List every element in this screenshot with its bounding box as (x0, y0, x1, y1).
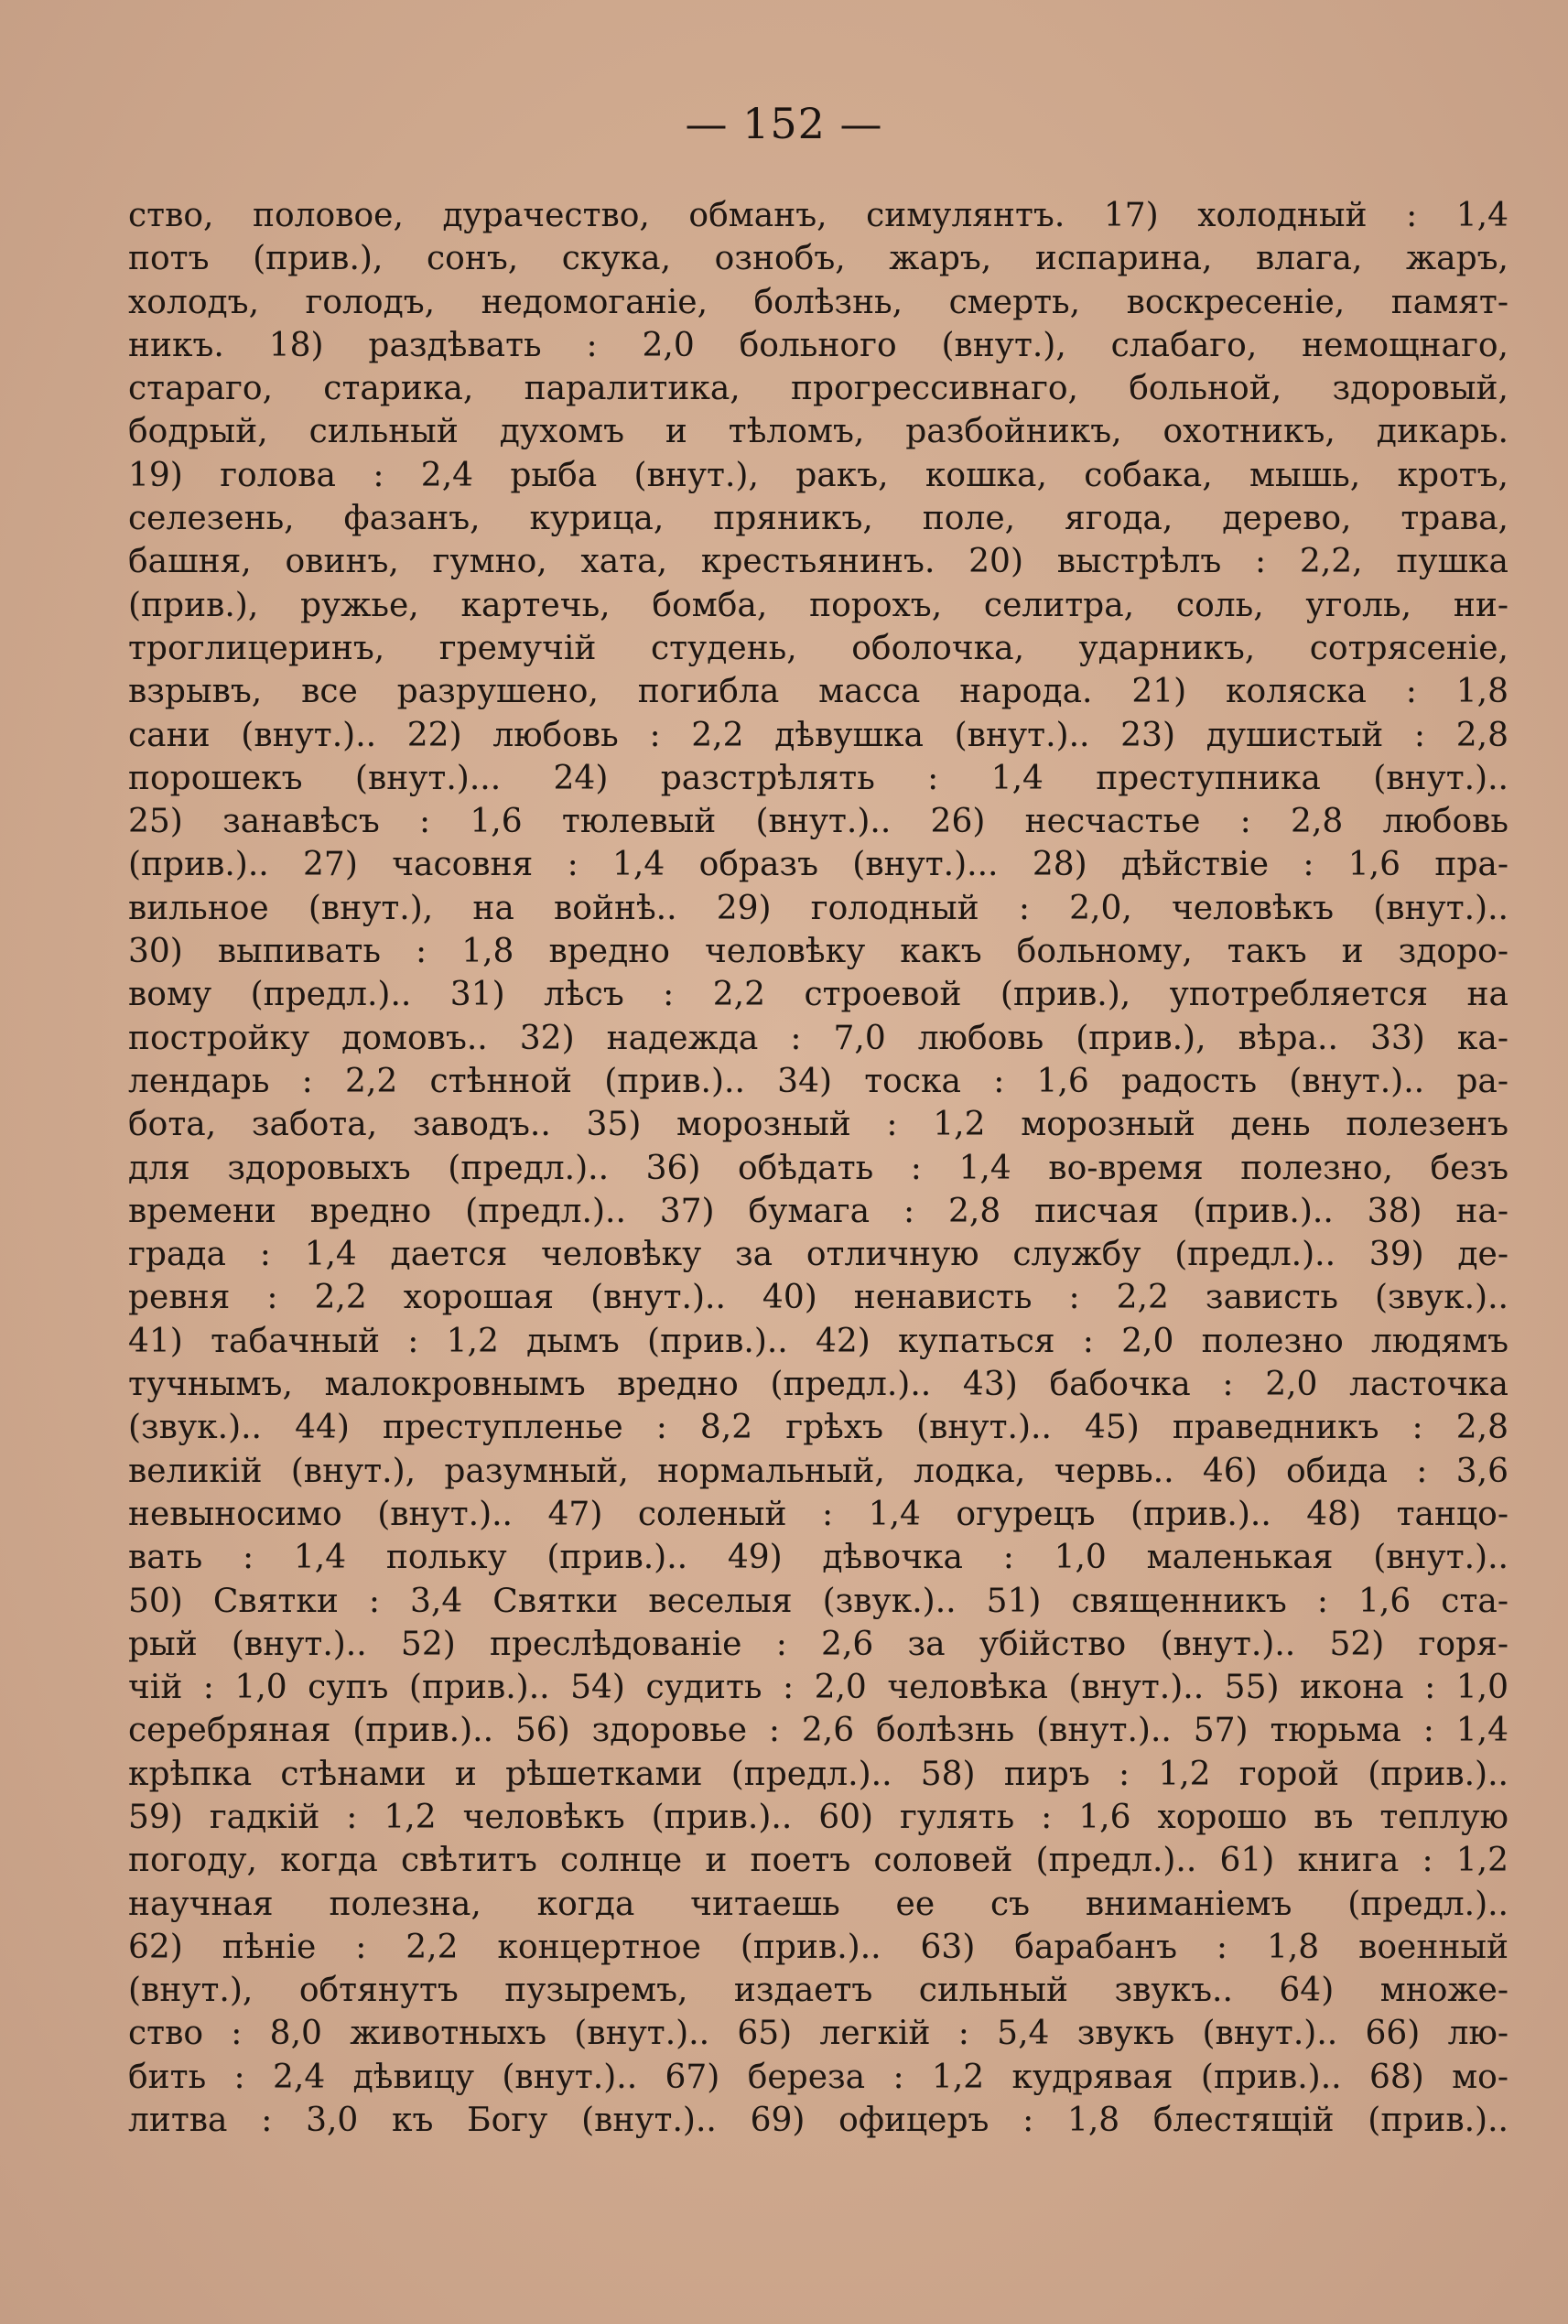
text-line: (внут.), обтянутъ пузыремъ, издаетъ сильный звукъ.. 64) множе- (128, 1972, 1509, 2010)
text-line: тучнымъ, малокровнымъ вредно (предл.).. 43) бабочка : 2,0 ласточка (128, 1366, 1509, 1404)
text-line: 25) занавѣсъ : 1,6 тюлевый (внут.).. 26) несчастье : 2,8 любовь (128, 803, 1509, 841)
body-text (128, 194, 1509, 2142)
text-line: рый (внут.).. 52) преслѣдованіе : 2,6 за убійство (внут.).. 52) горя- (128, 1625, 1509, 1663)
text-line: чій : 1,0 супъ (прив.).. 54) судить : 2,0 человѣка (внут.).. 55) икона : 1,0 (128, 1669, 1509, 1707)
text-line: 62) пѣніе : 2,2 концертное (прив.).. 63) барабанъ : 1,8 военный (128, 1928, 1509, 1966)
text-line: вому (предл.).. 31) лѣсъ : 2,2 строевой (прив.), употребляется на (128, 976, 1509, 1014)
text-line: бота, забота, заводъ.. 35) морозный : 1,2 морозный день полезенъ (128, 1106, 1509, 1144)
text-line: никъ. 18) раздѣвать : 2,0 больного (внут.), слабаго, немощнаго, (128, 326, 1509, 364)
text-line: (прив.).. 27) часовня : 1,4 образъ (внут.)... 28) дѣйствіе : 1,6 пра- (128, 846, 1509, 884)
text-line: лендарь : 2,2 стѣнной (прив.).. 34) тоска : 1,6 радость (внут.).. ра- (128, 1062, 1509, 1100)
text-line: сани (внут.).. 22) любовь : 2,2 дѣвушка (внут.).. 23) душистый : 2,8 (128, 716, 1509, 754)
text-line: ство, половое, дурачество, обманъ, симулянтъ. 17) холодный : 1,4 (128, 197, 1509, 234)
text-line: стараго, старика, паралитика, прогрессивнаго, больной, здоровый, (128, 370, 1509, 408)
text-line: башня, овинъ, гумно, хата, крестьянинъ. 20) выстрѣлъ : 2,2, пушка (128, 543, 1509, 581)
text-line: потъ (прив.), сонъ, скука, ознобъ, жаръ, испарина, влага, жаръ, (128, 240, 1509, 278)
text-line: великій (внут.), разумный, нормальный, лодка, червь.. 46) обида : 3,6 (128, 1452, 1509, 1490)
text-line: ство : 8,0 животныхъ (внут.).. 65) легкій : 5,4 звукъ (внут.).. 66) лю- (128, 2015, 1509, 2053)
text-line: невыносимо (внут.).. 47) соленый : 1,4 огурецъ (прив.).. 48) танцо- (128, 1495, 1509, 1533)
text-line: троглицеринъ, гремучій студень, оболочка, ударникъ, сотрясеніе, (128, 629, 1509, 667)
text-line: 59) гадкій : 1,2 человѣкъ (прив.).. 60) гулять : 1,6 хорошо въ теплую (128, 1798, 1509, 1836)
text-line: 19) голова : 2,4 рыба (внут.), ракъ, кошка, собака, мышь, кротъ, (128, 456, 1509, 494)
text-line: 30) выпивать : 1,8 вредно человѣку какъ больному, такъ и здоро- (128, 933, 1509, 971)
text-line: порошекъ (внут.)... 24) разстрѣлять : 1,4 преступника (внут.).. (128, 759, 1509, 797)
text-line: литва : 3,0 къ Богу (внут.).. 69) офицеръ : 1,8 блестящій (прив.).. (128, 2102, 1509, 2140)
text-line: бодрый, сильный духомъ и тѣломъ, разбойникъ, охотникъ, дикарь. (128, 413, 1509, 451)
text-line: вать : 1,4 польку (прив.).. 49) дѣвочка : 1,0 маленькая (внут.).. (128, 1539, 1509, 1577)
text-line: взрывъ, все разрушено, погибла масса народа. 21) коляска : 1,8 (128, 673, 1509, 711)
text-line: града : 1,4 дается человѣку за отличную службу (предл.).. 39) де- (128, 1236, 1509, 1274)
text-line: серебряная (прив.).. 56) здоровье : 2,6 болѣзнь (внут.).. 57) тюрьма : 1,4 (128, 1712, 1509, 1750)
page-number: — 152 — (685, 99, 883, 148)
text-line: ревня : 2,2 хорошая (внут.).. 40) ненависть : 2,2 зависть (звук.).. (128, 1279, 1509, 1317)
text-line: бить : 2,4 дѣвицу (внут.).. 67) береза : 1,2 кудрявая (прив.).. 68) мо- (128, 2058, 1509, 2096)
text-line: (прив.), ружье, картечь, бомба, порохъ, селитра, соль, уголь, ни- (128, 586, 1509, 624)
text-line: (звук.).. 44) преступленье : 8,2 грѣхъ (внут.).. 45) праведникъ : 2,8 (128, 1409, 1509, 1447)
text-line: вильное (внут.), на войнѣ.. 29) голодный : 2,0, человѣкъ (внут.).. (128, 889, 1509, 927)
text-line: научная полезна, когда читаешь ее съ вниманіемъ (предл.).. (128, 1885, 1509, 1923)
text-line: 50) Святки : 3,4 Святки веселыя (звук.).. 51) священникъ : 1,6 ста- (128, 1582, 1509, 1620)
text-line: времени вредно (предл.).. 37) бумага : 2,8 писчая (прив.).. 38) на- (128, 1192, 1509, 1230)
text-line: селезень, фазанъ, курица, пряникъ, поле, ягода, дерево, трава, (128, 500, 1509, 538)
text-line: крѣпка стѣнами и рѣшетками (предл.).. 58) пиръ : 1,2 горой (прив.).. (128, 1755, 1509, 1793)
text-line: постройку домовъ.. 32) надежда : 7,0 любовь (прив.), вѣра.. 33) ка- (128, 1019, 1509, 1057)
text-line: 41) табачный : 1,2 дымъ (прив.).. 42) купаться : 2,0 полезно людямъ (128, 1322, 1509, 1360)
text-line: погоду, когда свѣтитъ солнце и поетъ соловей (предл.).. 61) книга : 1,2 (128, 1842, 1509, 1880)
text-line: для здоровыхъ (предл.).. 36) обѣдать : 1,4 во-время полезно, безъ (128, 1149, 1509, 1187)
text-line: холодъ, голодъ, недомоганіе, болѣзнь, смерть, воскресеніе, памят- (128, 283, 1509, 321)
